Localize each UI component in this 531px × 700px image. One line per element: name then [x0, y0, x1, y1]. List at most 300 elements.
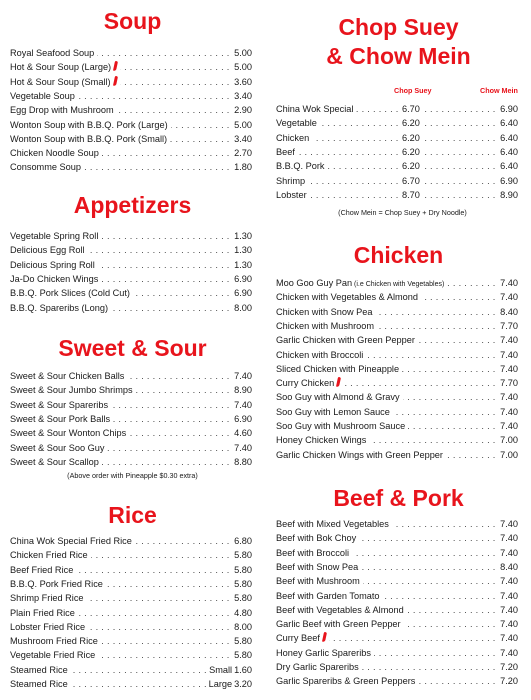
- menu-item-price: 7.40: [234, 442, 252, 453]
- menu-item-price-group: [231, 369, 252, 383]
- menu-item: [10, 548, 252, 562]
- menu-item-name-text: Sliced Chicken with Pineapple: [276, 363, 400, 374]
- menu-item-name: [10, 272, 101, 286]
- menu-item-name: [276, 646, 374, 660]
- menu-item-name-text: Curry Beef: [276, 633, 320, 644]
- menu-item-name: [10, 103, 117, 117]
- menu-item-price-group: [497, 305, 518, 319]
- menu-item-price: 6.80: [234, 536, 252, 546]
- menu-item: [276, 660, 518, 674]
- menu-item-name: [276, 631, 329, 645]
- menu-item-name: [10, 89, 78, 103]
- menu-item-name-text: Consomme Soup: [10, 162, 81, 173]
- menu-item: [276, 405, 518, 419]
- menu-item-name: Beef: [276, 145, 298, 159]
- menu-item-name-text: Beef with Mushroom: [276, 576, 360, 587]
- menu-item-name: [276, 305, 376, 319]
- menu-item-price: 7.00: [500, 435, 518, 446]
- menu-item-name: [10, 426, 129, 440]
- menu-item: [276, 631, 518, 645]
- menu-item-price: 8.90: [234, 385, 252, 396]
- menu-item-name: [10, 243, 88, 257]
- menu-item: [10, 634, 252, 648]
- chop-suey-price: 6.20: [402, 132, 420, 143]
- menu-item-name: [276, 674, 418, 688]
- menu-item-price: 5.80: [234, 636, 252, 647]
- menu-item-name: [10, 398, 111, 412]
- menu-item-price: 3.40: [234, 90, 252, 101]
- menu-item-name: [276, 617, 404, 631]
- menu-item-price-group: [497, 531, 518, 545]
- menu-item-price-group: [231, 258, 252, 272]
- chop-suey-price: 6.20: [402, 118, 420, 129]
- menu-item: [276, 589, 518, 603]
- sweet-sour-title: Sweet & Sour: [58, 335, 207, 361]
- menu-item-price: 7.40: [234, 399, 252, 410]
- menu-item-name: Chicken: [276, 131, 312, 145]
- menu-item-name-text: Delicious Egg Roll: [10, 245, 85, 256]
- menu-item: [10, 75, 252, 89]
- menu-item-price: 1.80: [234, 162, 252, 173]
- menu-item: [276, 305, 518, 319]
- menu-item-name-text: Wonton Soup with B.B.Q. Pork (Large): [10, 119, 168, 130]
- menu-item-price-group: [231, 160, 252, 174]
- menu-item: [276, 131, 518, 145]
- menu-item-price: 7.00: [500, 449, 518, 460]
- menu-item: [276, 517, 518, 531]
- menu-item-price: 1.30: [234, 259, 252, 270]
- menu-item: [276, 159, 518, 173]
- menu-item-price-group: [497, 419, 518, 433]
- menu-item-name: China Wok Special: [276, 102, 356, 116]
- menu-item-name-text: Honey Chicken Wings: [276, 435, 367, 446]
- menu-item-price-group: [497, 603, 518, 617]
- menu-item-name: [276, 546, 352, 560]
- menu-item-price: 3.20: [234, 679, 252, 689]
- menu-item-name: [10, 663, 71, 677]
- menu-item: [276, 116, 518, 130]
- menu-item-price: 7.40: [500, 363, 518, 374]
- menu-item-name: [10, 369, 127, 383]
- menu-item-price: 7.40: [500, 633, 518, 644]
- menu-item-name-text: Beef with Vegetables & Almond: [276, 604, 404, 615]
- menu-item-name: [10, 577, 106, 591]
- menu-item-price-group: [231, 606, 252, 620]
- appetizers-title: Appetizers: [73, 192, 192, 218]
- menu-item: [10, 272, 252, 286]
- menu-item: [276, 276, 518, 290]
- menu-item-name-text: Vegetable Spring Roll: [10, 231, 99, 241]
- chicken-title: Chicken: [353, 242, 444, 268]
- menu-item-price: 5.00: [234, 119, 252, 130]
- menu-item: [276, 419, 518, 433]
- menu-item-price-group: [231, 548, 252, 562]
- menu-item: [276, 560, 518, 574]
- menu-item-price: 7.40: [500, 533, 518, 544]
- menu-item-price-group: [231, 620, 252, 634]
- menu-item-name: [276, 362, 402, 376]
- menu-item: [276, 362, 518, 376]
- menu-item: [276, 617, 518, 631]
- menu-item-name-text: Hot & Sour Soup (Small): [10, 76, 111, 87]
- rice-title: Rice: [108, 502, 157, 528]
- chow-mein-price: 6.40: [497, 116, 518, 130]
- menu-item-name: Lobster: [276, 188, 310, 202]
- menu-item: [10, 441, 252, 455]
- menu-item: [10, 663, 252, 677]
- chop-suey-note: (Chow Mein = Chop Suey + Dry Noodle): [338, 208, 467, 217]
- menu-item-name-text: Sweet & Sour Spareribs: [10, 399, 109, 410]
- menu-item-price-group: [497, 362, 518, 376]
- red-chili-pepper-icon: [113, 61, 118, 71]
- menu-item-price: 5.80: [234, 550, 252, 561]
- menu-item-name-text: Beef with Bok Choy: [276, 533, 357, 544]
- soup-title: Soup: [103, 8, 162, 34]
- menu-item-name-text: Chicken Noodle Soup: [10, 148, 99, 159]
- menu-item-name-text: B.B.Q. Pork Slices (Cold Cut): [10, 288, 130, 299]
- menu-item: [276, 348, 518, 362]
- menu-item: [10, 103, 252, 117]
- menu-item-name-text: Hot & Sour Soup (Large): [10, 62, 112, 73]
- menu-item-name-text: China Wok Special Fried Rice: [10, 536, 132, 546]
- menu-item-price-group: [231, 89, 252, 103]
- menu-item-name-text: Chicken with Vegetables & Almond: [276, 292, 418, 303]
- menu-item-name: B.B.Q. Pork: [276, 159, 328, 173]
- menu-item-price: 3.40: [234, 133, 252, 144]
- menu-item: [276, 333, 518, 347]
- menu-item-name: [10, 677, 71, 691]
- menu-item: [10, 146, 252, 160]
- menu-item-price: 7.40: [500, 590, 518, 601]
- menu-item-price-group: [231, 441, 252, 455]
- menu-item-name-text: Garlic Beef with Green Pepper: [276, 619, 401, 630]
- menu-item-price: 7.40: [500, 576, 518, 587]
- menu-item-name-text: Royal Seafood Soup: [10, 48, 95, 58]
- menu-item-price: 1.30: [234, 231, 252, 241]
- menu-item: [276, 448, 518, 462]
- menu-item-name-text: Garlic Chicken with Green Pepper: [276, 335, 415, 346]
- menu-item-price-group: [231, 118, 252, 132]
- menu-item-price-group: [231, 455, 252, 469]
- dot-leader: [276, 131, 518, 145]
- menu-item-price-group: [497, 319, 518, 333]
- chow-mein-price: 6.90: [497, 102, 518, 116]
- menu-item: [276, 102, 518, 116]
- menu-item-name: [10, 60, 120, 74]
- menu-item: [10, 243, 252, 257]
- menu-item-name: [10, 548, 91, 562]
- menu-item-price-group: [231, 243, 252, 257]
- menu-item-name-text: Sweet & Sour Wonton Chips: [10, 428, 127, 439]
- menu-item: [10, 648, 252, 662]
- menu-item-name: [276, 405, 393, 419]
- menu-item-name-text: Chicken with Mushroom: [276, 320, 375, 331]
- menu-item: [276, 646, 518, 660]
- menu-item-name-text: Plain Fried Rice: [10, 607, 75, 618]
- menu-item-price-group: [497, 617, 518, 631]
- menu-item-price: 5.80: [234, 564, 252, 575]
- menu-item: [10, 591, 252, 605]
- menu-item-price-group: [231, 132, 252, 146]
- beef-pork-title: Beef & Pork: [333, 485, 464, 511]
- menu-item-price: 7.20: [500, 676, 518, 687]
- menu-item-price: 5.00: [234, 62, 252, 73]
- menu-item-name-text: Beef with Mixed Vegetables: [276, 519, 389, 529]
- menu-item-price-group: [497, 646, 518, 660]
- menu-item-price: 5.80: [234, 578, 252, 589]
- menu-item-name-text: Beef with Snow Pea: [276, 561, 359, 572]
- menu-item-price: 7.40: [500, 335, 518, 346]
- menu-item-name: [10, 441, 107, 455]
- menu-item-name: [10, 620, 88, 634]
- menu-item-price: 8.80: [234, 456, 252, 467]
- menu-item: [10, 46, 252, 60]
- menu-item: [10, 455, 252, 469]
- menu-item: [276, 390, 518, 404]
- menu-item-price-group: [231, 75, 252, 89]
- menu-item: [276, 376, 518, 390]
- menu-item-name-text: Sweet & Sour Jumbo Shrimps: [10, 385, 133, 396]
- menu-item-price: 6.90: [234, 413, 252, 424]
- menu-item-name-text: Delicious Spring Roll: [10, 259, 95, 270]
- menu-item-name-text: Chicken Fried Rice: [10, 550, 88, 561]
- menu-item-price-group: [497, 333, 518, 347]
- menu-item: [10, 132, 252, 146]
- menu-item: [10, 606, 252, 620]
- menu-item-name-text: Garlic Chicken Wings with Green Pepper: [276, 449, 443, 460]
- menu-item-price-group: [231, 591, 252, 605]
- menu-item: [10, 563, 252, 577]
- red-chili-pepper-icon: [336, 377, 341, 387]
- menu-item-price: 6.90: [234, 288, 252, 299]
- menu-item-name: [10, 286, 133, 300]
- menu-item-price-group: [231, 398, 252, 412]
- red-chili-pepper-icon: [113, 75, 118, 85]
- menu-item-name-text: B.B.Q. Pork Fried Rice: [10, 578, 103, 589]
- menu-item: [276, 531, 518, 545]
- menu-item-price-group: [231, 426, 252, 440]
- menu-item-price-group: [497, 574, 518, 588]
- menu-item-size: Small: [209, 664, 233, 675]
- menu-item-price-group: [497, 660, 518, 674]
- menu-item-name-text: Garlic Spareribs & Green Peppers: [276, 676, 416, 687]
- menu-item-price: 7.40: [500, 392, 518, 403]
- chow-mein-price: 6.40: [497, 145, 518, 159]
- menu-item-name: [10, 160, 84, 174]
- menu-item-name: [10, 132, 170, 146]
- menu-item-price: 2.70: [234, 148, 252, 159]
- menu-item: [10, 577, 252, 591]
- menu-item-name: [276, 419, 408, 433]
- menu-item-price: 7.70: [500, 320, 518, 331]
- menu-item-name: [276, 433, 369, 447]
- menu-item-name: [10, 46, 97, 60]
- menu-item: [10, 160, 252, 174]
- menu-item-price: 5.80: [234, 593, 252, 604]
- menu-item: [276, 145, 518, 159]
- menu-item-price: 8.00: [234, 621, 252, 632]
- menu-item-price: 4.60: [234, 428, 252, 439]
- menu-item-name: [10, 412, 113, 426]
- menu-item-price: 7.70: [500, 378, 518, 389]
- menu-item-name-text: Sweet & Sour Chicken Balls: [10, 371, 125, 381]
- menu-item-name-text: Beef Fried Rice: [10, 564, 74, 575]
- menu-item-name: [276, 589, 383, 603]
- menu-item-price: 7.40: [234, 371, 252, 381]
- menu-item-name: [276, 660, 362, 674]
- menu-item-price-group: [231, 103, 252, 117]
- chow-mein-price: 6.40: [497, 131, 518, 145]
- menu-item-name: [10, 229, 101, 243]
- menu-item-name-text: Vegetable Fried Rice: [10, 650, 96, 661]
- menu-item-price-group: [497, 631, 518, 645]
- menu-item-price-group: [231, 60, 252, 74]
- menu-item-price-group: [497, 276, 518, 290]
- menu-item-name: [276, 333, 418, 347]
- menu-item-price-group: [231, 577, 252, 591]
- menu-item-name-text: Sweet & Sour Soo Guy: [10, 442, 105, 453]
- menu-item-price-group: [497, 589, 518, 603]
- menu-item-name-text: Sweet & Sour Scallop: [10, 456, 99, 467]
- menu-item-price: 8.40: [500, 561, 518, 572]
- menu-item-name-text: Mushroom Fried Rice: [10, 636, 98, 647]
- menu-item-price-group: [231, 286, 252, 300]
- menu-item-name-text: Chicken with Broccoli: [276, 349, 364, 360]
- menu-item-name: [10, 75, 120, 89]
- menu-item-price: 7.40: [500, 406, 518, 417]
- menu-item: [10, 426, 252, 440]
- menu-item-name: [10, 455, 102, 469]
- menu-item-name: [276, 390, 403, 404]
- menu-item-price: 7.40: [500, 292, 518, 303]
- menu-item: [10, 369, 252, 383]
- menu-item-price: 5.80: [234, 650, 252, 661]
- menu-item: [10, 118, 252, 132]
- chop-suey-price: 6.70: [402, 175, 420, 186]
- menu-item-name-text: Steamed Rice: [10, 664, 68, 675]
- menu-item-price-group: [497, 348, 518, 362]
- chop-suey-price: 6.20: [402, 146, 420, 157]
- menu-item-name-text: Egg Drop with Mushroom: [10, 105, 114, 116]
- menu-item-price: 6.90: [234, 273, 252, 284]
- menu-item-price: 8.00: [234, 302, 252, 313]
- menu-item: [276, 546, 518, 560]
- menu-item-name: [276, 448, 446, 462]
- menu-item: [10, 60, 252, 74]
- menu-item-name: [276, 319, 377, 333]
- menu-item-name: [10, 118, 171, 132]
- menu-item: [10, 398, 252, 412]
- menu-item-price: 2.90: [234, 105, 252, 116]
- menu-item-name: [276, 376, 343, 390]
- menu-item-size: Large: [208, 679, 233, 689]
- menu-item-price-group: [497, 546, 518, 560]
- menu-item-price-group: [497, 433, 518, 447]
- menu-item-name-text: Steamed Rice: [10, 679, 68, 689]
- menu-item-name: Vegetable: [276, 116, 320, 130]
- menu-item: [276, 603, 518, 617]
- chow-mein-column-header: Chow Mein: [480, 86, 518, 95]
- menu-item-name: [10, 258, 98, 272]
- menu-item-price-group: [497, 290, 518, 304]
- chop-suey-price: 8.70: [402, 189, 420, 200]
- menu-item-price: 3.60: [234, 76, 252, 87]
- menu-item-name-text: Lobster Fried Rice: [10, 621, 86, 632]
- menu-item-name-text: Curry Chicken: [276, 378, 335, 389]
- menu-item-name: [10, 606, 78, 620]
- menu-item-name: [276, 517, 392, 531]
- menu-item-price-group: [231, 534, 252, 548]
- menu-item-price-group: [231, 634, 252, 648]
- menu-item-name: [276, 603, 407, 617]
- menu-item-price-group: [231, 648, 252, 662]
- menu-item-name-text: Wonton Soup with B.B.Q. Pork (Small): [10, 133, 168, 144]
- chop-suey-price: 6.20: [402, 161, 420, 172]
- menu-item: [276, 433, 518, 447]
- menu-item-price-group: [231, 272, 252, 286]
- dot-leader: [276, 145, 518, 159]
- menu-item-name-text: Moo Goo Guy Pan: [276, 278, 353, 288]
- chop-suey-title-line2: & Chow Mein: [326, 43, 471, 69]
- menu-item-price: 7.40: [500, 604, 518, 615]
- chop-suey-title-line1: Chop Suey: [338, 14, 459, 40]
- menu-item-name: [276, 560, 361, 574]
- menu-item-name-text: Sweet & Sour Pork Balls: [10, 413, 111, 424]
- menu-item-name-text: Vegetable Soup: [10, 90, 75, 101]
- menu-item-price-group: [231, 229, 252, 243]
- menu-item-name-text: Ja-Do Chicken Wings: [10, 273, 99, 284]
- menu-item-price-group: [231, 301, 252, 315]
- menu-item: [276, 188, 518, 202]
- menu-item-price-group: [497, 405, 518, 419]
- menu-item-price: 7.40: [500, 547, 518, 558]
- menu-item-name: [10, 591, 87, 605]
- chow-mein-price: 8.90: [497, 188, 518, 202]
- sweet-sour-note: (Above order with Pineapple $0.30 extra): [67, 471, 198, 480]
- menu-item: [276, 574, 518, 588]
- menu-item-price: 8.40: [500, 306, 518, 317]
- menu-item-price-group: [497, 560, 518, 574]
- menu-item-price: 5.00: [234, 48, 252, 58]
- menu-item-price: 7.40: [500, 278, 518, 288]
- chow-mein-price: 6.40: [497, 159, 518, 173]
- menu-item: [276, 174, 518, 188]
- menu-item-note: (i.e Chicken with Vegetables): [352, 281, 445, 288]
- menu-item: [276, 674, 518, 688]
- menu-item: [10, 301, 252, 315]
- menu-item: [10, 229, 252, 243]
- menu-item-price-group: [231, 46, 252, 60]
- menu-item-name: [10, 301, 111, 315]
- menu-item-price: 7.40: [500, 647, 518, 658]
- menu-item: [10, 89, 252, 103]
- menu-item-price-group: [206, 663, 252, 677]
- menu-item-name: [276, 290, 421, 304]
- menu-item-name-text: B.B.Q. Spareribs (Long): [10, 302, 109, 313]
- menu-item-price: 7.20: [500, 662, 518, 672]
- menu-item: [276, 290, 518, 304]
- menu-item-price: 7.40: [500, 349, 518, 360]
- menu-item-name: [10, 648, 98, 662]
- menu-item-price: 1.60: [234, 664, 252, 675]
- menu-item-price-group: [497, 517, 518, 531]
- menu-item: [10, 412, 252, 426]
- menu-item-name: [276, 574, 363, 588]
- menu-item-name: [10, 563, 76, 577]
- menu-item-name-text: Beef with Garden Tomato: [276, 590, 380, 601]
- menu-item-name-text: Dry Garlic Spareribs: [276, 662, 359, 672]
- menu-item-name: [276, 348, 366, 362]
